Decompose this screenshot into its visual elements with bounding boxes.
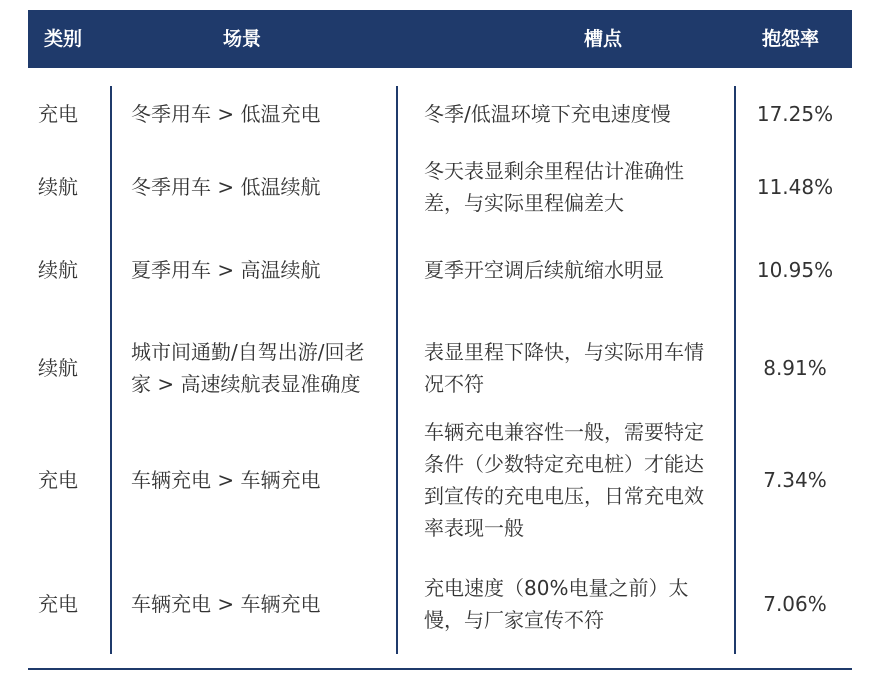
rate-cell: 8.91% — [763, 356, 827, 380]
issue-cell: 冬天表显剩余里程估计准确性差，与实际里程偏差大 — [424, 159, 684, 215]
category-cell: 续航 — [38, 258, 78, 282]
table-header — [28, 10, 852, 68]
scene-cell: 冬季用车 > 低温续航 — [131, 175, 321, 199]
scene-cell: 车辆充电 > 车辆充电 — [131, 468, 321, 492]
table-row — [28, 155, 852, 219]
scene-cell: 城市间通勤/自驾出游/回老家 > 高速续航表显准确度 — [131, 340, 365, 396]
rate-cell: 7.06% — [763, 592, 827, 616]
rate-cell: 7.34% — [763, 468, 827, 492]
rate-cell: 17.25% — [756, 102, 834, 126]
category-cell: 充电 — [38, 592, 78, 616]
category-cell: 续航 — [38, 175, 78, 199]
category-cell: 续航 — [38, 356, 78, 380]
table-row — [28, 570, 852, 638]
header-issue: 槽点 — [584, 28, 623, 50]
table-row — [28, 86, 852, 142]
issue-cell: 表显里程下降快，与实际用车情况不符 — [424, 340, 704, 396]
category-cell: 充电 — [38, 468, 78, 492]
issue-cell: 充电速度（80%电量之前）太慢，与厂家宣传不符 — [424, 576, 689, 632]
scene-cell: 车辆充电 > 车辆充电 — [131, 592, 321, 616]
rate-cell: 10.95% — [756, 258, 834, 282]
bottom-rule — [28, 668, 852, 670]
rate-cell: 11.48% — [756, 175, 834, 199]
table-row — [28, 246, 852, 294]
header-scene: 场景 — [223, 28, 262, 50]
table-row — [28, 320, 852, 416]
table-row — [28, 415, 852, 545]
issue-cell: 冬季/低温环境下充电速度慢 — [424, 102, 671, 126]
header-category: 类别 — [44, 28, 83, 50]
issue-cell: 夏季开空调后续航缩水明显 — [424, 258, 664, 282]
header-rate: 抱怨率 — [762, 28, 820, 50]
category-cell: 充电 — [38, 102, 78, 126]
scene-cell: 夏季用车 > 高温续航 — [131, 258, 321, 282]
scene-cell: 冬季用车 > 低温充电 — [131, 102, 321, 126]
issue-cell: 车辆充电兼容性一般，需要特定条件（少数特定充电桩）才能达到宣传的充电电压，日常充电效率表现一般 — [424, 420, 704, 540]
